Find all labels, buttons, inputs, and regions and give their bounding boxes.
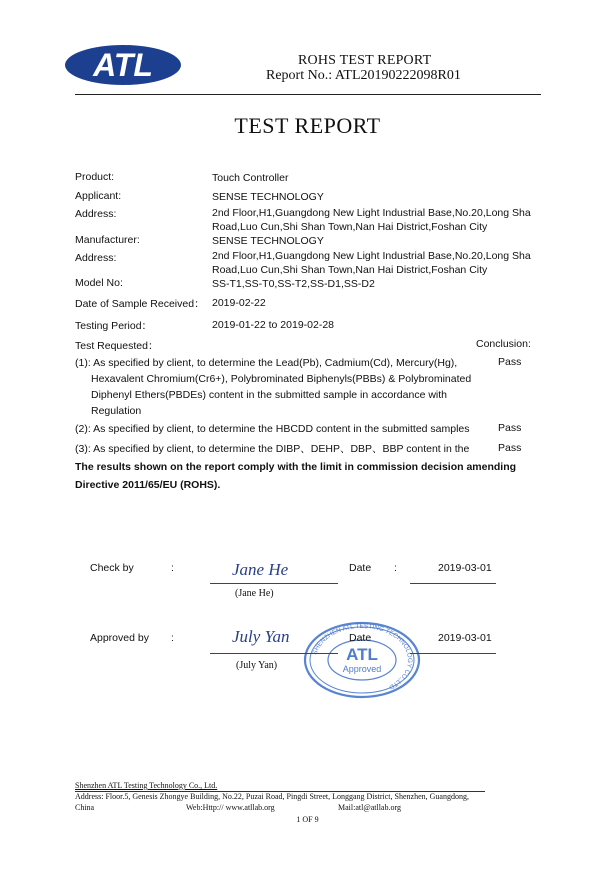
approved-signature-line <box>210 653 338 654</box>
check-date-line <box>410 583 496 584</box>
approved-date-label: Date <box>349 632 372 644</box>
date-received-value: 2019-02-22 <box>212 297 266 309</box>
header-divider <box>75 94 541 95</box>
approved-date-line <box>410 653 496 654</box>
request-1-line-2: Hexavalent Chromium(Cr6+), Polybrominated Biphenyls(PBBs) & Polybrominated <box>91 373 472 385</box>
applicant-label: Applicant: <box>75 190 122 202</box>
page-number: 1 OF 9 <box>296 815 319 824</box>
summary-line-2: Directive 2011/65/EU (ROHS). <box>75 479 221 491</box>
check-signature-line <box>210 583 338 584</box>
check-name: (Jane He) <box>235 588 274 599</box>
approved-name: (July Yan) <box>236 660 278 671</box>
request-1-line-3: Diphenyl Ethers(PBDEs) content in the submitted sample in accordance with <box>91 389 448 401</box>
footer-city: China <box>75 803 95 812</box>
manufacturer-label: Manufacturer: <box>75 234 140 246</box>
date-received-label: Date of Sample Received： <box>75 298 205 310</box>
request-3: (3): As specified by client, to determine the DIBP、DEHP、DBP、BBP content in the <box>75 443 470 455</box>
summary-line-1: The results shown on the report comply with the limit in commission decision amending <box>75 461 517 473</box>
request-3-result: Pass <box>498 442 522 454</box>
manufacturer-address-value: 2nd Floor,H1,Guangdong New Light Industrial Base,No.20,Long Sha Road,Luo Cun,Shi Shan Town,Nan Hai District,Foshan City <box>212 250 531 276</box>
check-by-label: Check by <box>90 562 134 574</box>
approved-date-value: 2019-03-01 <box>438 632 492 644</box>
stamp-center-text: ATL <box>346 645 378 664</box>
footer-address: Address: Floor.5, Genesis Zhongye Building, No.22, Puzai Road, Pingdi Street, Longgang District, Shenzhen, Guangdong, <box>75 792 469 801</box>
page-title: TEST REPORT <box>234 113 381 138</box>
applicant-address-value: 2nd Floor,H1,Guangdong New Light Industrial Base,No.20,Long Sha Road,Luo Cun,Shi Shan Town,Nan Hai District,Foshan City <box>212 207 531 233</box>
manufacturer-value: SENSE TECHNOLOGY <box>212 235 324 247</box>
testing-period-label: Testing Period： <box>75 320 153 332</box>
request-1 <box>75 355 485 419</box>
approved-colon: : <box>171 632 174 644</box>
model-value: SS-T1,SS-T0,SS-T2,SS-D1,SS-D2 <box>212 278 375 290</box>
testing-period-value: 2019-01-22 to 2019-02-28 <box>212 319 335 331</box>
approved-by-label: Approved by <box>90 632 149 644</box>
footer-email: Mail:atl@atllab.org <box>338 803 401 812</box>
request-1-result: Pass <box>498 356 522 368</box>
model-label: Model No: <box>75 277 123 289</box>
applicant-address-label: Address: <box>75 208 117 220</box>
stamp-approved-text: Approved <box>342 664 382 674</box>
applicant-value: SENSE TECHNOLOGY <box>212 191 324 203</box>
check-signature: Jane He <box>232 560 289 579</box>
request-2-result: Pass <box>498 422 522 434</box>
request-1-line-4: Regulation <box>91 405 142 417</box>
request-1-line-1: (1): As specified by client, to determine the Lead(Pb), Cadmium(Cd), Mercury(Hg), <box>75 357 458 369</box>
test-requested-heading: Test Requested： <box>75 340 159 352</box>
report-number: Report No.: ATL20190222098R01 <box>266 68 461 83</box>
report-type: ROHS TEST REPORT <box>298 53 432 68</box>
approved-signature: July Yan <box>232 627 290 646</box>
check-colon: : <box>171 562 174 574</box>
check-date-value: 2019-03-01 <box>438 562 492 574</box>
atl-logo <box>64 44 182 86</box>
logo-text: ATL <box>93 47 153 83</box>
stamp-ring-text: SHENZHEN ATL TESTING TECHNOLOGY CO.,LTD <box>311 622 414 691</box>
product-value: Touch Controller <box>212 172 289 184</box>
conclusion-heading: Conclusion: <box>476 338 531 350</box>
request-2: (2): As specified by client, to determine the HBCDD content in the submitted samples <box>75 423 470 435</box>
product-label: Product: <box>75 171 115 183</box>
check-date-colon: : <box>394 562 397 574</box>
footer-company: Shenzhen ATL Testing Technology Co., Ltd. <box>75 781 218 790</box>
manufacturer-address-label: Address: <box>75 252 117 264</box>
check-date-label: Date <box>349 562 372 574</box>
footer-website: Web:Http:// www.atllab.org <box>186 803 275 812</box>
